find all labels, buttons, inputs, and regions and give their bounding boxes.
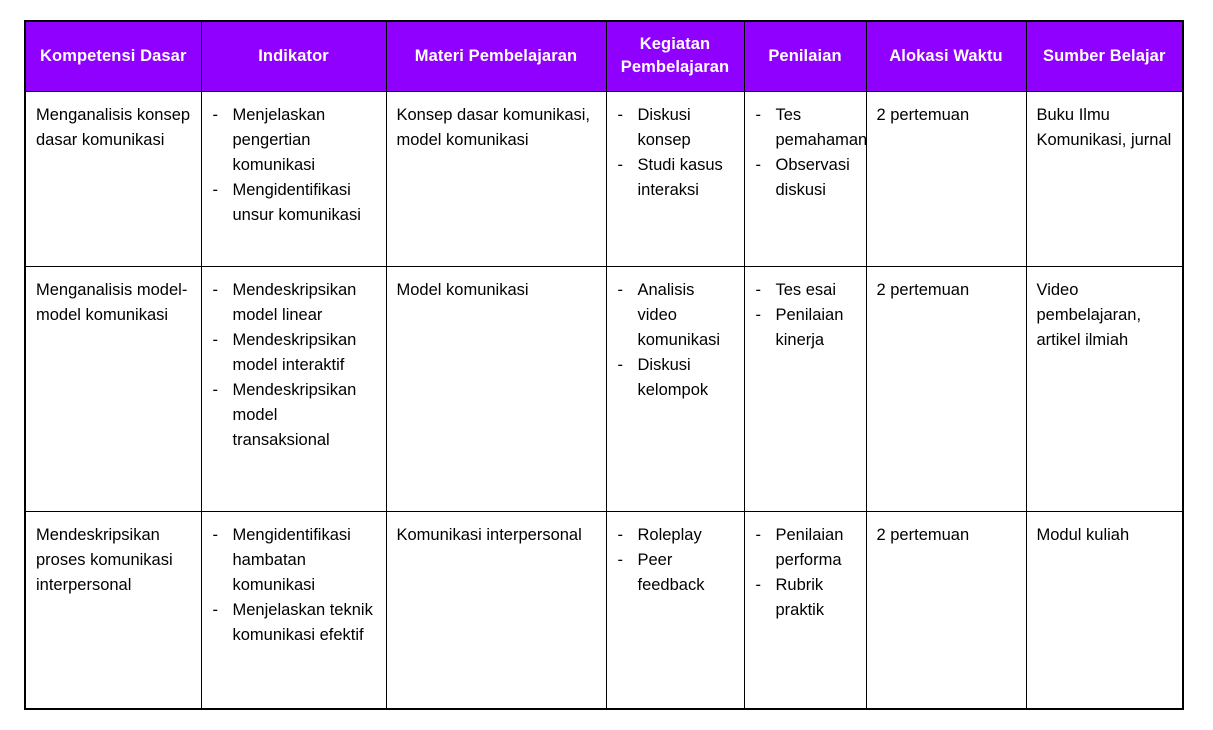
bullet-list-item-text: Menjelaskan teknik komunikasi efektif: [232, 600, 373, 644]
bullet-dash-icon: -: [617, 280, 623, 299]
cell-penilaian: [744, 91, 866, 266]
bullet-list-item: [617, 153, 734, 203]
bullet-list: [212, 523, 376, 648]
cell-alokasi-waktu: [866, 91, 1026, 266]
cell-text: Buku Ilmu Komunikasi, jurnal: [1036, 105, 1172, 149]
bullet-list-item: [617, 278, 734, 353]
cell-kegiatan-pembelajaran: [606, 266, 744, 511]
table-row: [25, 511, 1183, 709]
table-row: [25, 266, 1183, 511]
cell-text: 2 pertemuan: [876, 280, 970, 299]
bullet-list-item: [755, 103, 868, 153]
cell-sumber-belajar: [1026, 91, 1183, 266]
column-header-penilaian: Penilaian: [744, 21, 866, 91]
column-header-kegiatan-pembelajaran: Kegiatan Pembelajaran: [606, 21, 744, 91]
bullet-dash-icon: -: [755, 525, 761, 544]
bullet-dash-icon: -: [212, 180, 218, 199]
bullet-list-item: [755, 303, 856, 353]
bullet-dash-icon: -: [212, 380, 218, 399]
bullet-dash-icon: -: [212, 600, 218, 619]
cell-text: Menganalisis model-model komunikasi: [36, 280, 188, 324]
bullet-dash-icon: -: [755, 105, 761, 124]
bullet-list-item-text: Diskusi konsep: [637, 105, 691, 149]
column-header-materi-pembelajaran: Materi Pembelajaran: [386, 21, 606, 91]
bullet-list-item-text: Studi kasus interaksi: [637, 155, 723, 199]
bullet-list: [212, 278, 376, 454]
bullet-dash-icon: -: [212, 280, 218, 299]
bullet-list-item: [212, 278, 376, 328]
bullet-list-item-text: Diskusi kelompok: [637, 355, 709, 399]
table-body: [25, 91, 1183, 709]
bullet-list: [617, 523, 734, 598]
cell-kompetensi-dasar: [25, 266, 201, 511]
bullet-dash-icon: -: [617, 105, 623, 124]
bullet-dash-icon: -: [755, 575, 761, 594]
cell-sumber-belajar: [1026, 266, 1183, 511]
cell-text: Komunikasi interpersonal: [396, 525, 582, 544]
cell-kegiatan-pembelajaran: [606, 511, 744, 709]
bullet-dash-icon: -: [617, 525, 623, 544]
bullet-list-item-text: Mendeskripsikan model transaksional: [232, 380, 357, 449]
cell-text: Model komunikasi: [396, 280, 529, 299]
bullet-list: [617, 278, 734, 403]
bullet-list-item: [617, 103, 734, 153]
bullet-list-item: [212, 178, 376, 228]
bullet-list-item: [617, 353, 734, 403]
cell-text: Mendeskripsikan proses komunikasi interpersonal: [36, 525, 173, 594]
bullet-list-item-text: Analisis video komunikasi: [637, 280, 721, 349]
bullet-list-item-text: Tes pemahaman: [775, 105, 868, 149]
bullet-dash-icon: -: [212, 105, 218, 124]
cell-alokasi-waktu: [866, 266, 1026, 511]
cell-alokasi-waktu: [866, 511, 1026, 709]
cell-kompetensi-dasar: [25, 511, 201, 709]
bullet-list: [755, 103, 868, 203]
bullet-list-item-text: Tes esai: [775, 280, 837, 299]
column-header-kompetensi-dasar: Kompetensi Dasar: [25, 21, 201, 91]
bullet-list-item-text: Penilaian kinerja: [775, 305, 844, 349]
header-row: [25, 21, 1183, 91]
bullet-list-item: [755, 153, 856, 203]
bullet-dash-icon: -: [212, 330, 218, 349]
bullet-dash-icon: -: [617, 550, 623, 569]
table-row: [25, 91, 1183, 266]
bullet-list-item: [617, 548, 734, 598]
syllabus-table-container: [24, 20, 1182, 708]
bullet-list-item: [212, 328, 376, 378]
bullet-list-item-text: Mendeskripsikan model interaktif: [232, 330, 357, 374]
bullet-list: [617, 103, 734, 203]
bullet-list-item-text: Mengidentifikasi hambatan komunikasi: [232, 525, 351, 594]
syllabus-table: [24, 20, 1184, 710]
cell-kegiatan-pembelajaran: [606, 91, 744, 266]
cell-indikator: [201, 91, 386, 266]
column-header-alokasi-waktu: Alokasi Waktu: [866, 21, 1026, 91]
bullet-dash-icon: -: [755, 305, 761, 324]
bullet-list: [755, 278, 856, 353]
column-header-indikator: Indikator: [201, 21, 386, 91]
cell-text: Konsep dasar komunikasi, model komunikasi: [396, 105, 591, 149]
cell-text: 2 pertemuan: [876, 525, 970, 544]
bullet-list: [755, 523, 856, 623]
bullet-dash-icon: -: [617, 355, 623, 374]
bullet-list-item: [755, 278, 856, 303]
bullet-list-item-text: Penilaian performa: [775, 525, 844, 569]
bullet-list-item-text: Observasi diskusi: [775, 155, 850, 199]
bullet-dash-icon: -: [617, 155, 623, 174]
cell-materi-pembelajaran: [386, 91, 606, 266]
cell-text: Video pembelajaran, artikel ilmiah: [1036, 280, 1142, 349]
cell-sumber-belajar: [1026, 511, 1183, 709]
bullet-dash-icon: -: [755, 280, 761, 299]
cell-materi-pembelajaran: [386, 266, 606, 511]
cell-materi-pembelajaran: [386, 511, 606, 709]
cell-indikator: [201, 266, 386, 511]
column-header-sumber-belajar: Sumber Belajar: [1026, 21, 1183, 91]
bullet-list-item: [212, 378, 376, 453]
bullet-list-item-text: Mendeskripsikan model linear: [232, 280, 357, 324]
bullet-dash-icon: -: [755, 155, 761, 174]
bullet-list-item: [755, 523, 856, 573]
bullet-list-item: [212, 523, 376, 598]
bullet-dash-icon: -: [212, 525, 218, 544]
bullet-list-item: [212, 103, 376, 178]
bullet-list-item-text: Peer feedback: [637, 550, 705, 594]
cell-kompetensi-dasar: [25, 91, 201, 266]
bullet-list-item: [212, 598, 376, 648]
bullet-list-item-text: Rubrik praktik: [775, 575, 825, 619]
cell-text: 2 pertemuan: [876, 105, 970, 124]
bullet-list-item-text: Roleplay: [637, 525, 702, 544]
bullet-list: [212, 103, 376, 228]
cell-penilaian: [744, 511, 866, 709]
bullet-list-item: [617, 523, 734, 548]
cell-text: Menganalisis konsep dasar komunikasi: [36, 105, 191, 149]
bullet-list-item-text: Mengidentifikasi unsur komunikasi: [232, 180, 361, 224]
cell-indikator: [201, 511, 386, 709]
table-header: [25, 21, 1183, 91]
cell-text: Modul kuliah: [1036, 525, 1130, 544]
cell-penilaian: [744, 266, 866, 511]
bullet-list-item-text: Menjelaskan pengertian komunikasi: [232, 105, 326, 174]
bullet-list-item: [755, 573, 856, 623]
